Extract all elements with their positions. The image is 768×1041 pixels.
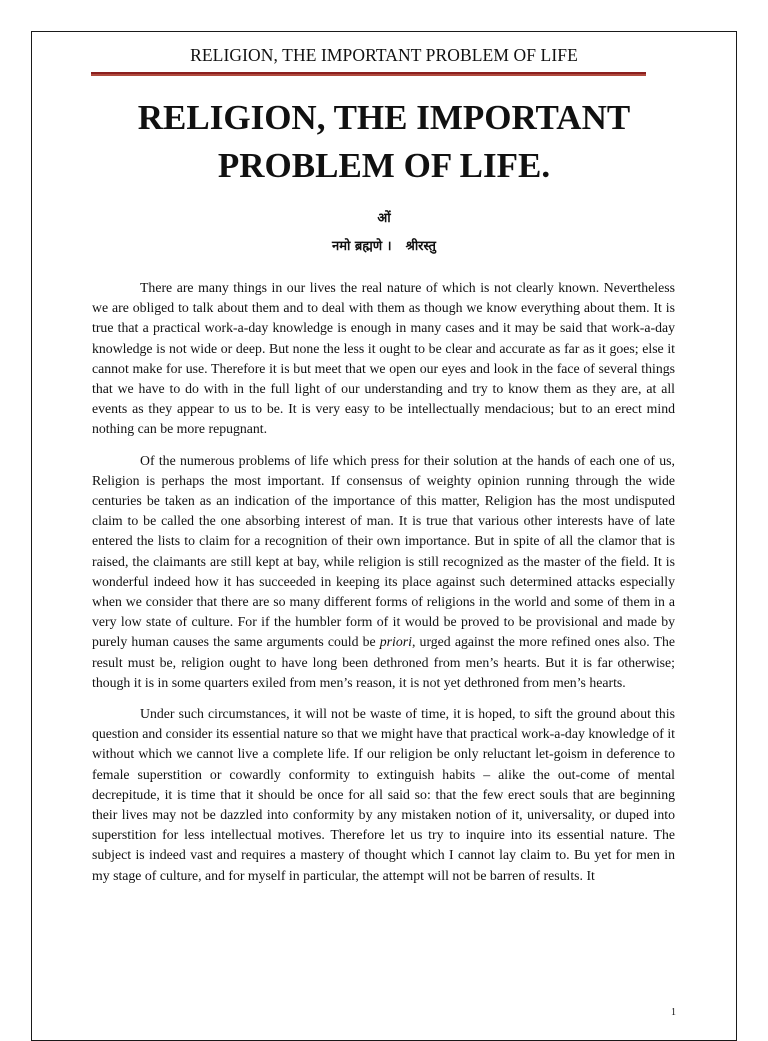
- italic-term: priori: [379, 634, 412, 650]
- title-line-2: PROBLEM OF LIFE.: [217, 146, 551, 185]
- page-number: 1: [671, 1007, 676, 1018]
- paragraph-2-text-a: Of the numerous problems of life which press for their solution at the hands of each one of us, Religion is perhaps the most important. If consensus of weighty opinion running through the wide centuries be taken as an indication of the importance of this matter, Religion has the most undisputed claim to be called the one absorbing interest of man. It is true that various other interests have of late entered the lists to claim for a recognition of their own importance. But in spite of all the clamor that is raised, the claimants are still kept at bay, while religion is still recognized as the master of the field. It is wonderful indeed how it has succeeded in keeping its place against such determined attacks especially when we consider that there are so many different forms of religions in the world and some of them in a very low state of culture. For if the humbler form of it would be proved to be provisional and made by purely human causes the same arguments could be: [92, 452, 675, 650]
- paragraph-3: Under such circumstances, it will not be waste of time, it is hoped, to sift the ground about this question and consider its essential nature so that we might have that practical work-a-day knowledge of it without which we cannot live a complete life. If our religion be only reluctant let-goism in deference to female superstition or cowardly conformity to extinguish habits – alike the out-come of mental decrepitude, it is time that it should be once for all said so: that the few erect souls that are beginning their lives may not be dazzled into conformity by any mistaken notion of it, universality, or duped into superstition for less intellectual motives. Therefore let us try to inquire into its essential nature. The subject is indeed vast and requires a mastery of thought which I cannot lay claim to. Bu yet for men in my stage of culture, and for myself in particular, the attempt will not be barren of results. It: [92, 706, 675, 883]
- paragraph-1: There are many things in our lives the real nature of which is not clearly known. Nevertheless we are obliged to talk about them and to deal with them as though we know everything about them. It is true that a practical work-a-day knowledge is enough in many cases and it may be said that work-a-day knowledge is not wide or deep. But none the less it ought to be clear and accurate as far as it goes; else it cannot make for use. Therefore it is but meet that we open our eyes and look in the face of several things that we have to do with in the full light of our understanding and try to know them as they are, at all events as they appear to us to be. It is very easy to be intellectually mendacious; but to an erect mind nothing can be more repugnant.: [92, 280, 675, 437]
- invocation-om: ओं: [377, 211, 391, 226]
- body-text: [92, 278, 675, 897]
- running-header: RELIGION, THE IMPORTANT PROBLEM OF LIFE: [190, 45, 578, 65]
- invocation-shri: श्रीरस्तु: [405, 239, 436, 254]
- paragraph-2: [92, 451, 675, 693]
- paragraph-2-text-b: , urged against the more refined ones also. The result must be, religion ought to have long been dethroned from men’s hearts. But it is far otherwise; though it is in some quarters exiled from men’s reason, it is not yet dethroned from men’s hearts.: [92, 634, 675, 690]
- header-rule: [91, 72, 646, 76]
- invocation-namo: नमो ब्रह्मणे ।: [332, 239, 392, 254]
- page-title: [32, 94, 736, 190]
- document-page: [31, 31, 737, 1041]
- invocation-line: [32, 236, 736, 254]
- title-line-1: RELIGION, THE IMPORTANT: [137, 98, 631, 137]
